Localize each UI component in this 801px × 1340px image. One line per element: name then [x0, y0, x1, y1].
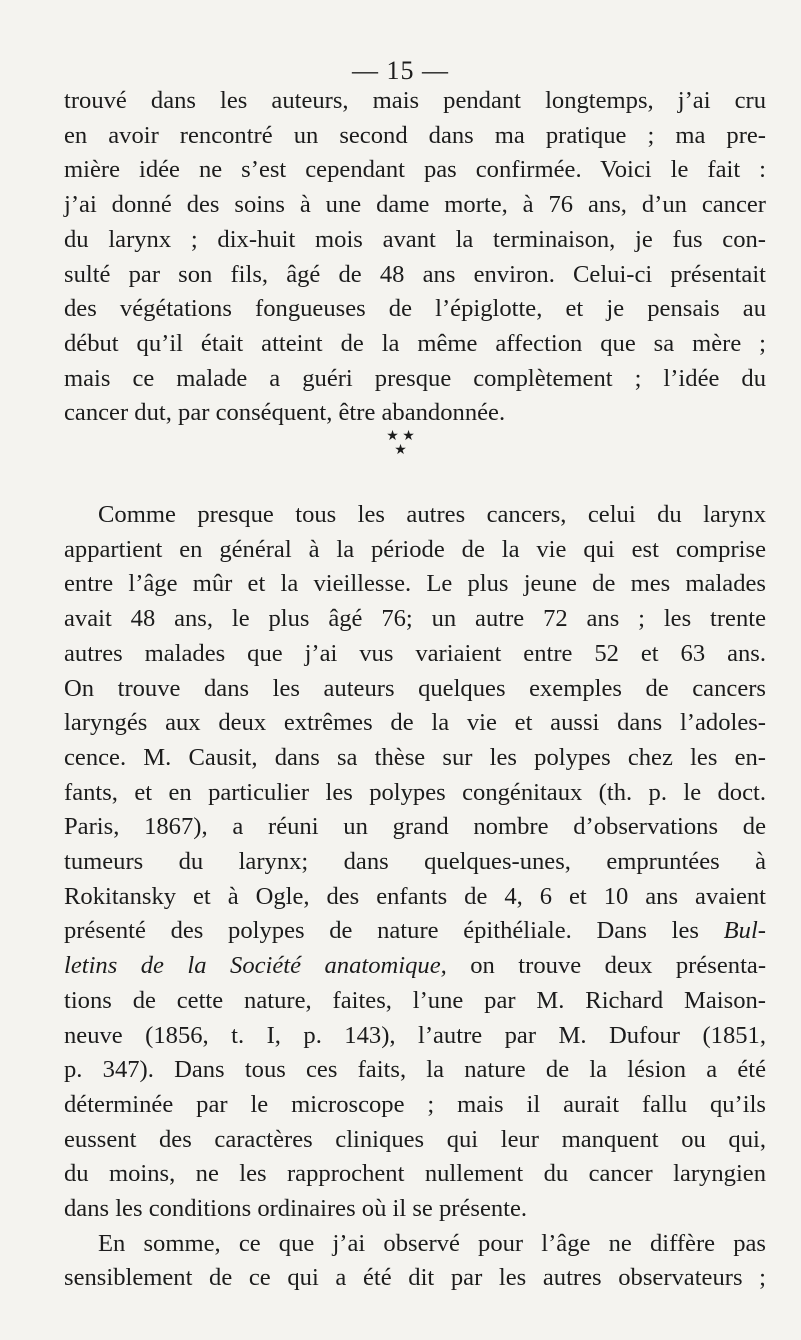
text-line: On trouve dans les auteurs quelques exemples de cancers — [64, 674, 766, 702]
text-line: En somme, ce que j’ai observé pour l’âge ne diffère pas — [98, 1229, 766, 1257]
text-line: fants, et en particulier les polypes congénitaux (th. p. le doct. — [64, 778, 766, 806]
text-fragment: on trouve deux présenta- — [446, 952, 767, 980]
text-line: p. 347). Dans tous ces faits, la nature de la lésion a été — [64, 1056, 766, 1084]
text-line: cence. M. Causit, dans sa thèse sur les polypes chez les en- — [64, 743, 766, 771]
text-line: eussent des caractères cliniques qui leur manquent ou qui, — [64, 1125, 766, 1153]
text-line: autres malades que j’ai vus variaient entre 52 et 63 ans. — [64, 639, 766, 667]
text-line-with-italic — [64, 949, 766, 984]
text-line: laryngés aux deux extrêmes de la vie et aussi dans l’adoles- — [64, 709, 766, 737]
text-line-with-italic — [64, 914, 766, 949]
text-line: en avoir rencontré un second dans ma pratique ; ma pre- — [64, 121, 766, 149]
text-line: du larynx ; dix-huit mois avant la terminaison, je fus con- — [64, 225, 766, 253]
text-line: cancer dut, par conséquent, être abandonnée. — [64, 399, 506, 427]
section-divider-asterism — [0, 430, 801, 490]
text-line: entre l’âge mûr et la vieillesse. Le plus jeune de mes malades — [64, 570, 766, 598]
text-line: du moins, ne les rapprochent nullement du cancer laryngien — [64, 1160, 766, 1188]
text-line: dans les conditions ordinaires où il se présente. — [64, 1195, 528, 1223]
text-line: Comme presque tous les autres cancers, celui du larynx — [98, 501, 766, 528]
page-number: — 15 — — [352, 56, 449, 85]
text-line: tumeurs du larynx; dans quelques-unes, empruntées à — [64, 848, 766, 876]
text-line: sulté par son fils, âgé de 48 ans environ. Celui-ci présentait — [64, 260, 766, 288]
text-line: déterminée par le microscope ; mais il aurait fallu qu’ils — [64, 1090, 766, 1118]
text-line: sensiblement de ce qui a été dit par les autres observateurs ; — [64, 1264, 766, 1292]
text-line: appartient en général à la période de la vie qui est comprise — [64, 535, 766, 563]
text-line: trouvé dans les auteurs, mais pendant longtemps, j’ai cru — [64, 87, 766, 114]
asterism-top-stars: ★ ★ — [386, 429, 415, 444]
paragraph-age — [64, 498, 766, 1296]
text-line: mais ce malade a guéri presque complètement ; l’idée du — [64, 364, 766, 392]
italic-title-fragment: letins de la Société anatomique, — [64, 952, 447, 980]
text-line: des végétations fongueuses de l’épiglotte, et je pensais au — [64, 295, 766, 323]
paragraph-continued — [64, 84, 766, 431]
italic-title-fragment: Bul- — [723, 917, 766, 945]
text-line: avait 48 ans, le plus âgé 76; un autre 72 ans ; les trente — [64, 605, 766, 633]
asterism-bottom-star: ★ — [394, 443, 407, 458]
text-fragment: présenté des polypes de nature épithéliale. Dans les — [64, 917, 699, 945]
text-line: j’ai donné des soins à une dame morte, à 76 ans, d’un cancer — [64, 191, 766, 219]
text-line: tions de cette nature, faites, l’une par M. Richard Maison- — [64, 986, 766, 1014]
text-line: Rokitansky et à Ogle, des enfants de 4, 6 et 10 ans avaient — [64, 882, 766, 910]
text-line: neuve (1856, t. I, p. 143), l’autre par M. Dufour (1851, — [64, 1021, 766, 1049]
text-line: début qu’il était atteint de la même affection que sa mère ; — [64, 329, 766, 357]
text-line: mière idée ne s’est cependant pas confirmée. Voici le fait : — [64, 156, 766, 184]
text-line: Paris, 1867), a réuni un grand nombre d’observations de — [64, 813, 766, 841]
